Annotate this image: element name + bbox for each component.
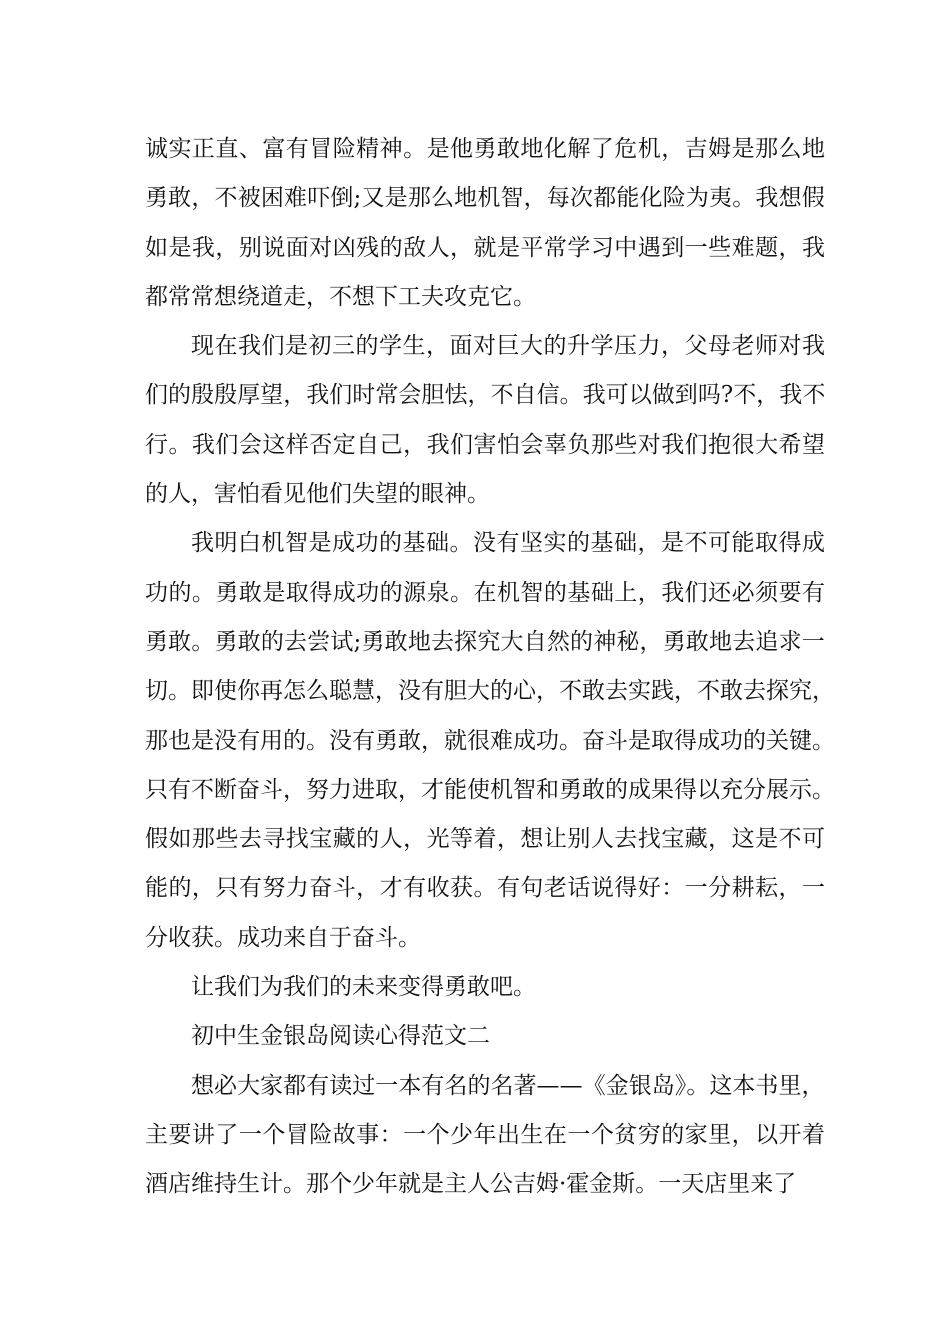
paragraph-1 <box>145 125 825 322</box>
document-body <box>145 125 835 1210</box>
heading-line: 初中生金银岛阅读心得范文二 <box>191 1023 490 1050</box>
text-line: 功的。勇敢是取得成功的源泉。在机智的基础上，我们还必须要有 <box>145 579 826 606</box>
paragraph-3 <box>145 519 835 963</box>
section-heading <box>145 1012 825 1061</box>
text-line: 的人，害怕看见他们失望的眼神。 <box>145 481 490 508</box>
text-line: 如是我，别说面对凶残的敌人，就是平常学习中遇到一些难题，我 <box>145 234 826 261</box>
paragraph-5 <box>145 1062 825 1210</box>
text-line: 勇敢，不被困难吓倒;又是那么地机智，每次都能化险为夷。我想假 <box>145 185 825 212</box>
text-line: 想必大家都有读过一本有名的名著——《金银岛》。这本书里， <box>191 1072 825 1099</box>
text-line: 切。即使你再怎么聪慧，没有胆大的心，不敢去实践，不敢去探究， <box>145 678 835 705</box>
text-line: 诚实正直、富有冒险精神。是他勇敢地化解了危机，吉姆是那么地 <box>145 136 826 162</box>
text-line: 行。我们会这样否定自己，我们害怕会辜负那些对我们抱很大希望 <box>145 431 826 458</box>
text-line: 主要讲了一个冒险故事：一个少年出生在一个贫穷的家里，以开着 <box>145 1121 826 1148</box>
text-line: 酒店维持生计。那个少年就是主人公吉姆·霍金斯。一天店里来了 <box>145 1171 797 1198</box>
text-line: 只有不断奋斗，努力进取，才能使机智和勇敢的成果得以充分展示。 <box>145 776 835 803</box>
text-line: 都常常想绕道走，不想下工夫攻克它。 <box>145 283 536 310</box>
text-line: 现在我们是初三的学生，面对巨大的升学压力，父母老师对我 <box>191 333 826 360</box>
text-line: 勇敢。勇敢的去尝试;勇敢地去探究大自然的神秘，勇敢地去追求一 <box>145 628 825 655</box>
text-line: 假如那些去寻找宝藏的人，光等着，想让别人去找宝藏，这是不可 <box>145 826 826 853</box>
text-line: 能的，只有努力奋斗，才有收获。有句老话说得好：一分耕耘，一 <box>145 875 826 902</box>
text-line: 们的殷殷厚望，我们时常会胆怯，不自信。我可以做到吗?不，我不 <box>145 382 826 409</box>
paragraph-2 <box>145 322 825 519</box>
text-line: 我明白机智是成功的基础。没有坚实的基础，是不可能取得成 <box>191 530 826 557</box>
text-line: 让我们为我们的未来变得勇敢吧。 <box>191 974 536 1001</box>
text-line: 那也是没有用的。没有勇敢，就很难成功。奋斗是取得成功的关键。 <box>145 727 835 754</box>
paragraph-4 <box>145 963 825 1012</box>
text-line: 分收获。成功来自于奋斗。 <box>145 924 421 951</box>
